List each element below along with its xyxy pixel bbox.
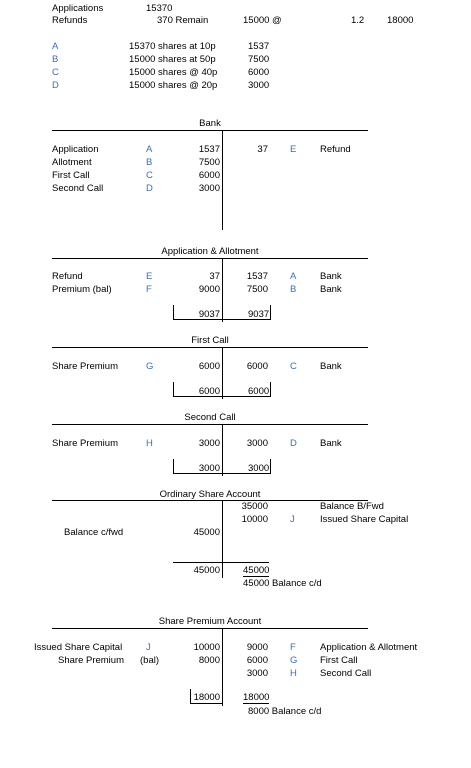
bank-debit-label: Application [52,144,99,155]
premium-top-rule [52,628,368,629]
ordinary-total-rule [173,562,269,563]
refunds-label: Refunds [52,15,88,26]
app-allot-debit-label: Refund [52,271,83,282]
ordinary-balance-cd: 45000 Balance c/d [243,578,322,589]
bank-debit-amount: 3000 [198,183,220,194]
bank-top-rule [52,130,368,131]
ordinary-divider [222,500,223,578]
bank-debit-code: C [146,170,153,181]
header-desc: 15370 shares at 10p [129,41,216,52]
premium-credit-label: First Call [320,655,358,666]
second-call-total-cr: 3000 [248,463,270,474]
premium-credit-code: F [290,642,296,653]
ordinary-debit-label: Balance c/fwd [64,527,124,538]
ordinary-title: Ordinary Share Account [159,489,261,500]
header-amount: 6000 [248,67,270,78]
bank-debit-amount: 1537 [198,144,220,155]
bank-credit-code: E [290,144,297,155]
app-allot-credit-amount: 7500 [246,284,268,295]
app-allot-debit-label: Premium (bal) [52,284,112,295]
app-allot-debit-code: E [146,271,153,282]
app-allot-debit-code: F [146,284,152,295]
premium-debit-code: (bal) [140,655,160,666]
premium-credit-amount: 6000 [246,655,268,666]
premium-total-cr: 18000 [243,692,270,703]
bank-debit-label: First Call [52,170,90,181]
second-call-credit-amount: 3000 [246,438,268,449]
ordinary-debit-amount: 45000 [193,527,220,538]
premium-credit-code: G [290,655,298,666]
ordinary-credit-amount: 35000 [241,501,268,512]
bank-credit-amount: 37 [257,144,268,155]
header-code: C [52,67,59,78]
app-allot-top-rule [52,258,368,259]
app-allot-total-cr: 9037 [248,309,270,320]
ordinary-credit-code: J [290,514,295,525]
premium-total-dr: 18000 [193,692,220,703]
ordinary-total-cr: 45000 [243,565,270,576]
second-call-debit-label: Share Premium [52,438,118,449]
premium-debit-code: J [146,642,151,653]
app-allot-credit-label: Bank [320,271,342,282]
premium-debit-label: Issued Share Capital [34,642,123,653]
bank-debit-amount: 7500 [198,157,220,168]
header-code: B [52,54,59,65]
bank-debit-code: D [146,183,153,194]
second-call-total-dr: 3000 [198,463,220,474]
second-call-debit-code: H [146,438,153,449]
refunds-at: 15000 @ [243,15,282,26]
first-call-title: First Call [191,335,229,346]
first-call-credit-label: Bank [320,361,342,372]
app-allot-credit-label: Bank [320,284,342,295]
ordinary-credit-amount: 10000 [241,514,268,525]
ordinary-total-underline [243,576,269,577]
second-call-title: Second Call [184,412,236,423]
applications-value: 15370 [146,3,173,14]
ordinary-credit-label: Issued Share Capital [320,514,409,525]
first-call-debit-label: Share Premium [52,361,118,372]
header-desc: 15000 shares at 50p [129,54,216,65]
app-allot-debit-amount: 37 [209,271,220,282]
premium-title: Share Premium Account [158,616,262,627]
app-allot-total-dr: 9037 [198,309,220,320]
bank-debit-code: B [146,157,153,168]
bank-divider [222,130,223,230]
second-call-debit-amount: 3000 [198,438,220,449]
premium-credit-amount: 3000 [246,668,268,679]
app-allot-credit-amount: 1537 [246,271,268,282]
first-call-top-rule [52,347,368,348]
header-amount: 1537 [248,41,270,52]
first-call-total-cr: 6000 [248,386,270,397]
header-amount: 7500 [248,54,270,65]
app-allot-debit-amount: 9000 [198,284,220,295]
total-value: 18000 [387,15,414,26]
second-call-top-rule [52,424,368,425]
first-call-debit-code: G [146,361,154,372]
second-call-credit-label: Bank [320,438,342,449]
premium-credit-label: Application & Allotment [320,642,418,653]
ratio-value: 1.2 [351,15,365,26]
bank-debit-label: Second Call [52,183,104,194]
premium-debit-label: Share Premium [58,655,124,666]
header-code: A [52,41,59,52]
second-call-credit-code: D [290,438,297,449]
bank-title: Bank [199,118,221,129]
premium-debit-amount: 8000 [198,655,220,666]
header-desc: 15000 shares @ 20p [129,80,218,91]
premium-debit-amount: 10000 [193,642,220,653]
header-code: D [52,80,59,91]
header-amount: 3000 [248,80,270,91]
first-call-total-dr: 6000 [198,386,220,397]
app-allot-title: Application & Allotment [161,246,259,257]
premium-balance-cd: 8000 Balance c/d [248,706,322,717]
premium-credit-amount: 9000 [246,642,268,653]
bank-debit-code: A [146,144,153,155]
premium-credit-label: Second Call [320,668,372,679]
bank-debit-label: Allotment [52,157,92,168]
app-allot-credit-code: B [290,284,297,295]
header-desc: 15000 shares @ 40p [129,67,218,78]
ordinary-total-dr: 45000 [193,565,220,576]
first-call-debit-amount: 6000 [198,361,220,372]
applications-label: Applications [52,3,104,14]
refunds-remain: 370 Remain [157,15,209,26]
app-allot-credit-code: A [290,271,297,282]
first-call-credit-code: C [290,361,297,372]
premium-credit-code: H [290,668,297,679]
bank-debit-amount: 6000 [198,170,220,181]
premium-total-underline [243,703,269,704]
ordinary-credit-label: Balance B/Fwd [320,501,384,512]
bank-credit-label: Refund [320,144,351,155]
first-call-credit-amount: 6000 [246,361,268,372]
